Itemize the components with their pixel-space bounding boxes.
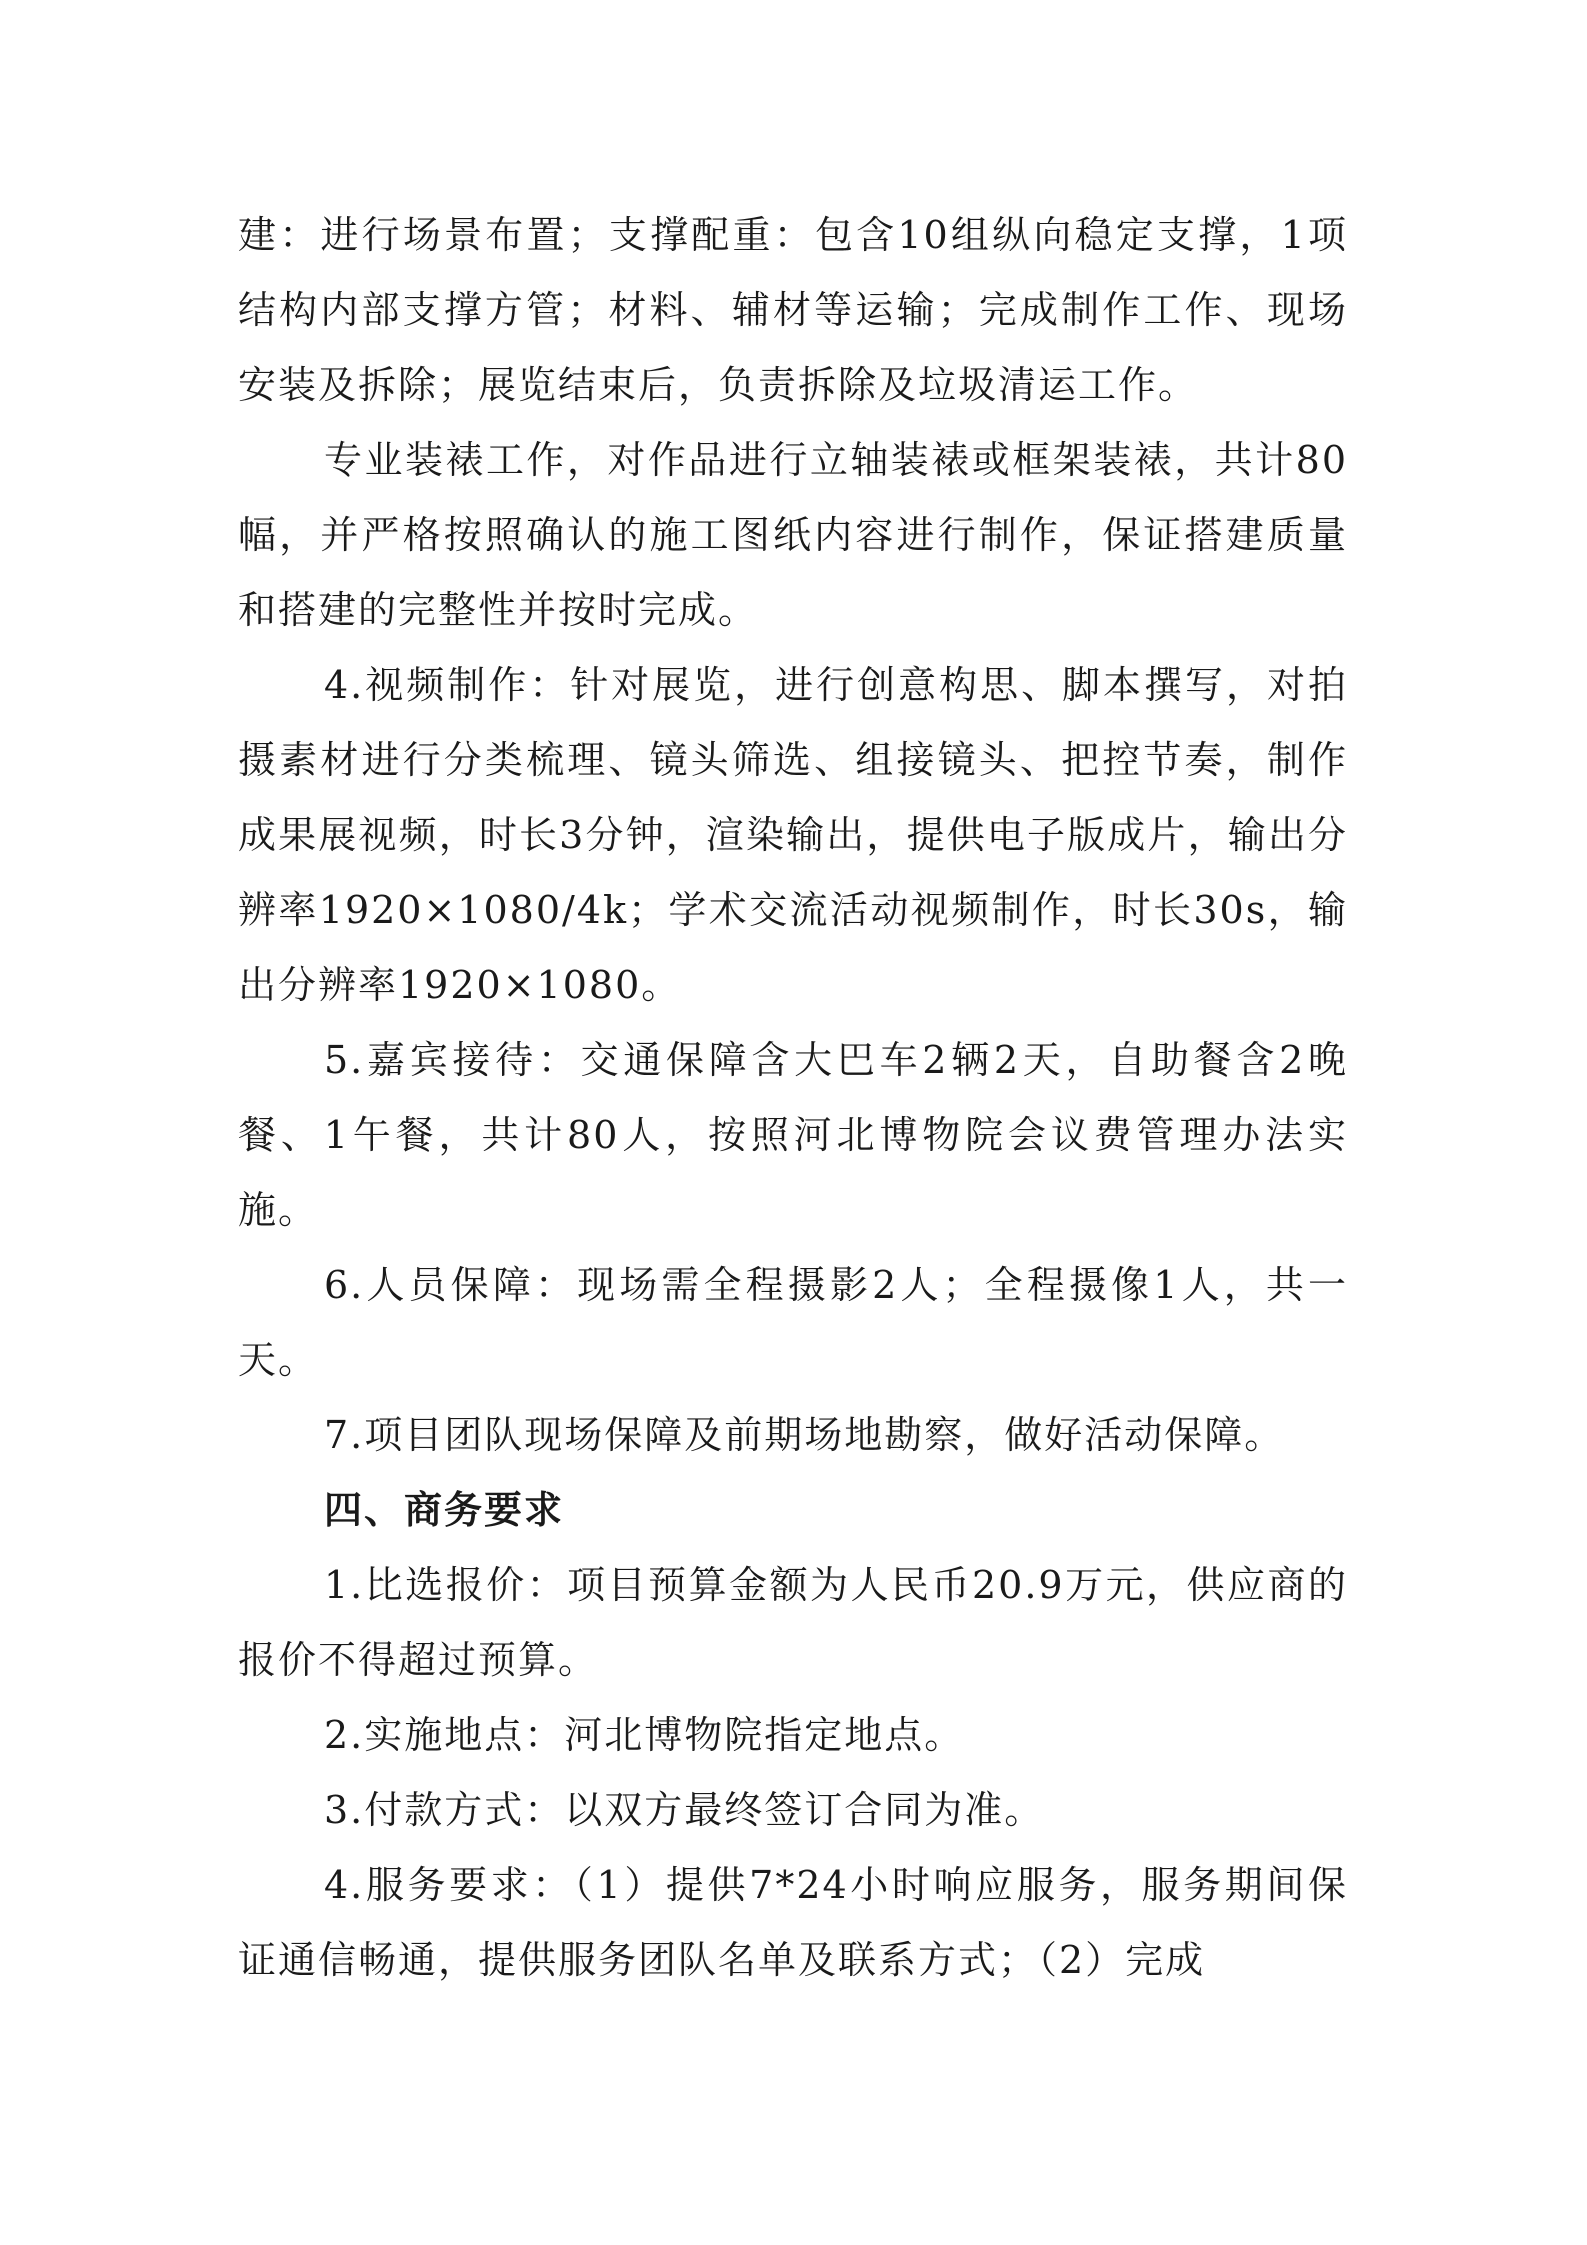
paragraph-quotation: 1.比选报价：项目预算金额为人民币20.9万元，供应商的报价不得超过预算。 bbox=[238, 1563, 1348, 1682]
paragraph-service-requirements: 4.服务要求：（1）提供7*24小时响应服务，服务期间保证通信畅通，提供服务团队名单及联系方式；（2）完成 bbox=[238, 1863, 1348, 1982]
paragraph-video-production: 4.视频制作：针对展览，进行创意构思、脚本撰写，对拍摄素材进行分类梳理、镜头筛选、组接镜头、把控节奏，制作成果展视频，时长3分钟，渲染输出，提供电子版成片，输出分辨率1920×1080/4k；学术交流活动视频制作，时长30s，输出分辨率1920×1080。 bbox=[238, 663, 1348, 1007]
paragraph-guest-reception: 5.嘉宾接待：交通保障含大巴车2辆2天，自助餐含2晚餐、1午餐，共计80人，按照河北博物院会议费管理办法实施。 bbox=[238, 1038, 1348, 1232]
document-body bbox=[238, 198, 1348, 1998]
section-heading-commercial: 四、商务要求 bbox=[324, 1488, 565, 1532]
paragraph-construction: 建：进行场景布置；支撑配重：包含10组纵向稳定支撑，1项结构内部支撑方管；材料、辅材等运输；完成制作工作、现场安装及拆除；展览结束后，负责拆除及垃圾清运工作。 bbox=[238, 213, 1348, 407]
paragraph-team-support: 7.项目团队现场保障及前期场地勘察，做好活动保障。 bbox=[324, 1413, 1285, 1457]
paragraph-staffing: 6.人员保障：现场需全程摄影2人；全程摄像1人，共一天。 bbox=[238, 1263, 1348, 1382]
paragraph-location: 2.实施地点：河北博物院指定地点。 bbox=[324, 1713, 965, 1757]
paragraph-payment: 3.付款方式：以双方最终签订合同为准。 bbox=[324, 1788, 1045, 1832]
paragraph-mounting: 专业装裱工作，对作品进行立轴装裱或框架装裱，共计80幅，并严格按照确认的施工图纸内容进行制作，保证搭建质量和搭建的完整性并按时完成。 bbox=[238, 438, 1348, 632]
